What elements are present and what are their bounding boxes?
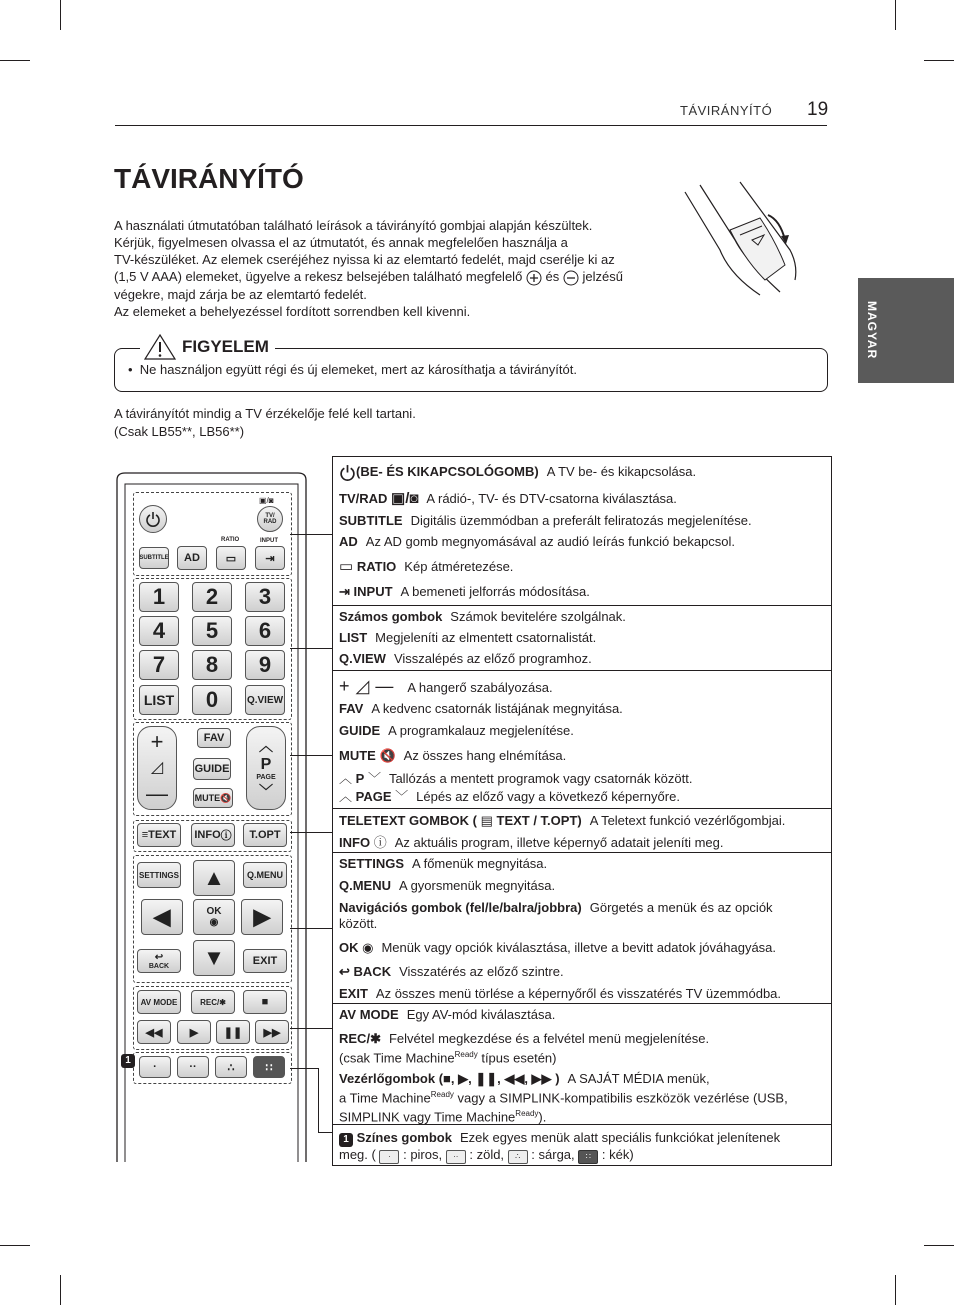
- input-label: INPUT: [260, 538, 278, 544]
- back-arrow-icon: ↩: [154, 952, 164, 963]
- ratio-icon: ▭: [339, 558, 354, 575]
- number-3-button[interactable]: 3: [245, 582, 285, 612]
- tv-rad-icon: ▣/◙: [391, 490, 419, 507]
- number-8-button[interactable]: 8: [192, 650, 232, 680]
- crop-mark: [60, 0, 61, 30]
- red-key-icon: ·: [379, 1150, 399, 1164]
- power-icon: [145, 511, 161, 527]
- row-power: (BE- ÉS KIKAPCSOLÓGOMB) A TV be- és kikapcsolása.: [339, 464, 827, 481]
- green-button[interactable]: ··: [177, 1056, 209, 1078]
- minus-icon: —: [146, 781, 168, 806]
- ratio-label: RATIO: [221, 537, 240, 543]
- left-arrow-button[interactable]: ◀: [141, 899, 183, 935]
- yellow-button[interactable]: ∴: [215, 1056, 247, 1078]
- ok-circle-icon: ◉: [209, 917, 219, 928]
- number-0-button[interactable]: 0: [192, 685, 232, 715]
- back-arrow-icon: ↩: [339, 964, 350, 979]
- ok-circle-icon: ◉: [362, 940, 374, 955]
- qmenu-button[interactable]: Q.MENU: [243, 862, 287, 888]
- row-page: ︿ PAGE ﹀ Lépés az előző vagy a következő képernyőre.: [339, 789, 680, 804]
- down-arrow-button[interactable]: ▼: [193, 940, 235, 976]
- rec-button[interactable]: REC/ ✱: [191, 990, 235, 1014]
- tv-rad-button[interactable]: TV/ RAD: [257, 506, 283, 532]
- row-volume: +◿— A hangerő szabályozása.: [339, 676, 553, 696]
- chevron-down-icon: ﹀: [395, 789, 409, 804]
- play-button[interactable]: ▶: [177, 1020, 211, 1044]
- plus-icon: +: [150, 729, 164, 754]
- minus-circle-icon: [563, 270, 579, 286]
- mute-button[interactable]: MUTE 🔇: [193, 788, 233, 808]
- row-subtitle: SUBTITLE Digitális üzemmódban a preferált feliratozás megjelenítése.: [339, 513, 752, 528]
- blue-key-icon: ∷: [578, 1150, 598, 1164]
- leader-line: [290, 832, 332, 833]
- row-avmode: AV MODE Egy AV-mód kiválasztása.: [339, 1007, 556, 1022]
- language-tab: MAGYAR: [858, 278, 954, 383]
- row-numbers: Számos gombok Számok bevitelére szolgálnak.: [339, 609, 626, 624]
- color-keys-badge: 1: [121, 1054, 135, 1068]
- row-exit: EXIT Az összes menü törlése a képernyőről és visszatérés TV üzemmódba.: [339, 986, 782, 1001]
- list-button[interactable]: LIST: [139, 685, 179, 715]
- row-ratio: ▭ RATIO Kép átméretezése.: [339, 558, 514, 575]
- leader-line: [290, 1028, 332, 1029]
- number-5-button[interactable]: 5: [192, 616, 232, 646]
- info-button[interactable]: INFO ⓘ: [191, 823, 235, 847]
- green-key-icon: ··: [446, 1150, 466, 1164]
- crop-mark: [895, 0, 896, 30]
- chevron-down-icon: ﹀: [367, 771, 381, 786]
- ok-button[interactable]: OK ◉: [193, 899, 235, 935]
- row-settings: SETTINGS A főmenük megnyitása.: [339, 856, 548, 871]
- row-rec: REC/✱ Felvétel megkezdése és a felvétel menü megjelenítése. (csak Time Machine$^{Ready}$ típus esetén): [339, 1031, 710, 1066]
- leader-line: [290, 928, 332, 929]
- row-fav: FAV A kedvenc csatornák listájának megnyitása.: [339, 701, 623, 716]
- volume-rocker[interactable]: [137, 726, 177, 810]
- volume-icons: +◿—: [339, 676, 400, 696]
- button-description-table: [332, 456, 832, 1166]
- intro-text: A használati útmutatóban található leírások a távirányító gombjai alapján készültek. Kérjük, figyelmesen olvassa el az útmutatót, és annak megfelelően használja a TV-készüléket. Az elemek cseréjéhez nyissa ki az elemtartó fedelét, majd cserélje ki az (1,5 V AAA) elemeket, ügyelve a rekesz belsejében található megfelelő és jelzésű végekre, majd zárja be az elemtartó fedelét. Az elemeket a behelyezéssel fordított sorrendben kell kivenni.: [114, 218, 623, 319]
- blue-button[interactable]: ∷: [253, 1056, 285, 1078]
- row-list: LIST Megjeleníti az elmentett csatornalistát.: [339, 630, 597, 645]
- row-navigation: Navigációs gombok (fel/le/balra/jobbra) Görgetés a menük és az opciók között.: [339, 900, 773, 931]
- ad-button[interactable]: AD: [177, 546, 207, 570]
- warning-heading: FIGYELEM: [140, 333, 275, 361]
- leader-line: [290, 648, 332, 649]
- power-button[interactable]: [139, 505, 167, 533]
- media-control-icons: ■, ▶, ❚❚, ◀◀, ▶▶: [443, 1071, 552, 1086]
- exit-button[interactable]: EXIT: [243, 949, 287, 973]
- right-arrow-button[interactable]: ▶: [241, 899, 283, 935]
- number-9-button[interactable]: 9: [245, 650, 285, 680]
- chevron-up-icon: ︿: [259, 737, 273, 754]
- ratio-button[interactable]: ▭: [216, 546, 246, 570]
- leader-line: [290, 1068, 318, 1069]
- number-4-button[interactable]: 4: [139, 616, 179, 646]
- number-1-button[interactable]: 1: [139, 582, 179, 612]
- rewind-button[interactable]: ◀◀: [137, 1020, 171, 1044]
- text-button[interactable]: ≡ TEXT: [137, 823, 181, 847]
- row-control: Vezérlőgombok (■, ▶, ❚❚, ◀◀, ▶▶ ) A SAJÁT MÉDIA menük, a Time Machine$^{Ready}$ vagy a SIMPLINK-kompatibilis eszközök vezérlése (USB, SIMPLINK vagy Time Machine$^{Ready}$).: [339, 1071, 788, 1125]
- row-tvrad: TV/RAD ▣/◙ A rádió-, TV- és DTV-csatorna kiválasztása.: [339, 490, 677, 507]
- program-rocker[interactable]: ︿ P PAGE ﹀: [246, 726, 286, 810]
- warning-triangle-icon: [144, 334, 176, 360]
- fav-button[interactable]: FAV: [197, 728, 231, 748]
- guide-button[interactable]: GUIDE: [193, 758, 231, 780]
- number-7-button[interactable]: 7: [139, 650, 179, 680]
- input-icon: ⇥: [339, 584, 350, 599]
- yellow-key-icon: ∴: [508, 1150, 528, 1164]
- power-icon: [339, 464, 356, 481]
- row-info: INFO ⓘ Az aktuális program, illetve képernyő adatait jeleníti meg.: [339, 835, 724, 850]
- input-button[interactable]: ⇥: [255, 546, 285, 570]
- volume-icon: ◿: [150, 759, 164, 776]
- chevron-down-icon: ﹀: [259, 782, 273, 799]
- info-icon: ⓘ: [373, 835, 387, 850]
- red-button[interactable]: ·: [139, 1056, 171, 1078]
- back-button[interactable]: ↩ BACK: [137, 949, 181, 973]
- row-qmenu: Q.MENU A gyorsmenük megnyitása.: [339, 878, 556, 893]
- number-6-button[interactable]: 6: [245, 616, 285, 646]
- row-guide: GUIDE A programkalauz megjelenítése.: [339, 723, 574, 738]
- aim-note: A távirányítót mindig a TV érzékelője felé kell tartani. (Csak LB55**, LB56**): [114, 406, 416, 439]
- row-mute: MUTE 🔇 Az összes hang elnémítása.: [339, 748, 567, 763]
- leader-line: [290, 534, 332, 535]
- row-qview: Q.VIEW Visszalépés az előző programhoz.: [339, 651, 592, 666]
- plus-circle-icon: [526, 270, 542, 286]
- pause-button[interactable]: ❚❚: [216, 1020, 250, 1044]
- page-number: 19: [807, 99, 829, 120]
- number-2-button[interactable]: 2: [192, 582, 232, 612]
- fast-forward-button[interactable]: ▶▶: [255, 1020, 289, 1044]
- running-header: TÁVIRÁNYÍTÓ: [680, 103, 773, 118]
- leader-line: [290, 755, 332, 756]
- crop-mark: [0, 60, 30, 61]
- warning-text: • Ne használjon együtt régi és új elemeket, mert az károsíthatja a távirányítót.: [128, 362, 577, 377]
- row-p: ︿ P ﹀ Tallózás a mentett programok vagy csatornák között.: [339, 771, 693, 786]
- tv-rad-icon: ▣/◙: [259, 496, 274, 505]
- text-icon: ▤: [480, 813, 493, 828]
- chevron-up-icon: ︿: [339, 789, 353, 804]
- av-mode-button[interactable]: AV MODE: [137, 990, 181, 1014]
- row-back: ↩ BACK Visszatérés az előző szintre.: [339, 964, 564, 979]
- row-input: ⇥ INPUT A bemeneti jelforrás módosítása.: [339, 584, 590, 599]
- topt-button[interactable]: T.OPT: [243, 823, 287, 847]
- rec-asterisk-icon: ✱: [370, 1031, 381, 1046]
- battery-cover-illustration: [680, 180, 805, 300]
- row-teletext: TELETEXT GOMBOK ( ▤ TEXT / T.OPT) A Teletext funkció vezérlőgombjai.: [339, 813, 786, 828]
- crop-mark: [895, 1275, 896, 1305]
- crop-mark: [60, 1275, 61, 1305]
- crop-mark: [0, 1245, 30, 1246]
- row-ad: AD Az AD gomb megnyomásával az audió leírás funkció bekapcsol.: [339, 534, 736, 549]
- row-colors: 1 Színes gombok Ezek egyes menük alatt speciális funkciókat jelenítenek meg. ( · : piros, ·· : zöld, ∴ : sárga, ∷ : kék): [339, 1130, 781, 1162]
- up-arrow-button[interactable]: ▲: [193, 860, 235, 896]
- crop-mark: [924, 1245, 954, 1246]
- leader-line: [318, 1068, 319, 1132]
- header-rule: [115, 125, 827, 126]
- settings-button[interactable]: SETTINGS: [137, 862, 181, 888]
- crop-mark: [924, 60, 954, 61]
- chevron-up-icon: ︿: [339, 771, 353, 786]
- page-title: TÁVIRÁNYÍTÓ: [114, 163, 304, 194]
- row-ok: OK ◉ Menük vagy opciók kiválasztása, illetve a bevitt adatok jóváhagyása.: [339, 940, 777, 955]
- qview-button[interactable]: Q.VIEW: [245, 685, 285, 715]
- subtitle-button[interactable]: SUBTITLE: [139, 547, 169, 569]
- color-keys-badge: 1: [339, 1133, 353, 1147]
- remote-control-illustration: [115, 472, 308, 1162]
- stop-button[interactable]: ■: [243, 990, 287, 1014]
- leader-line: [318, 1132, 332, 1133]
- mute-icon: 🔇: [379, 748, 396, 763]
